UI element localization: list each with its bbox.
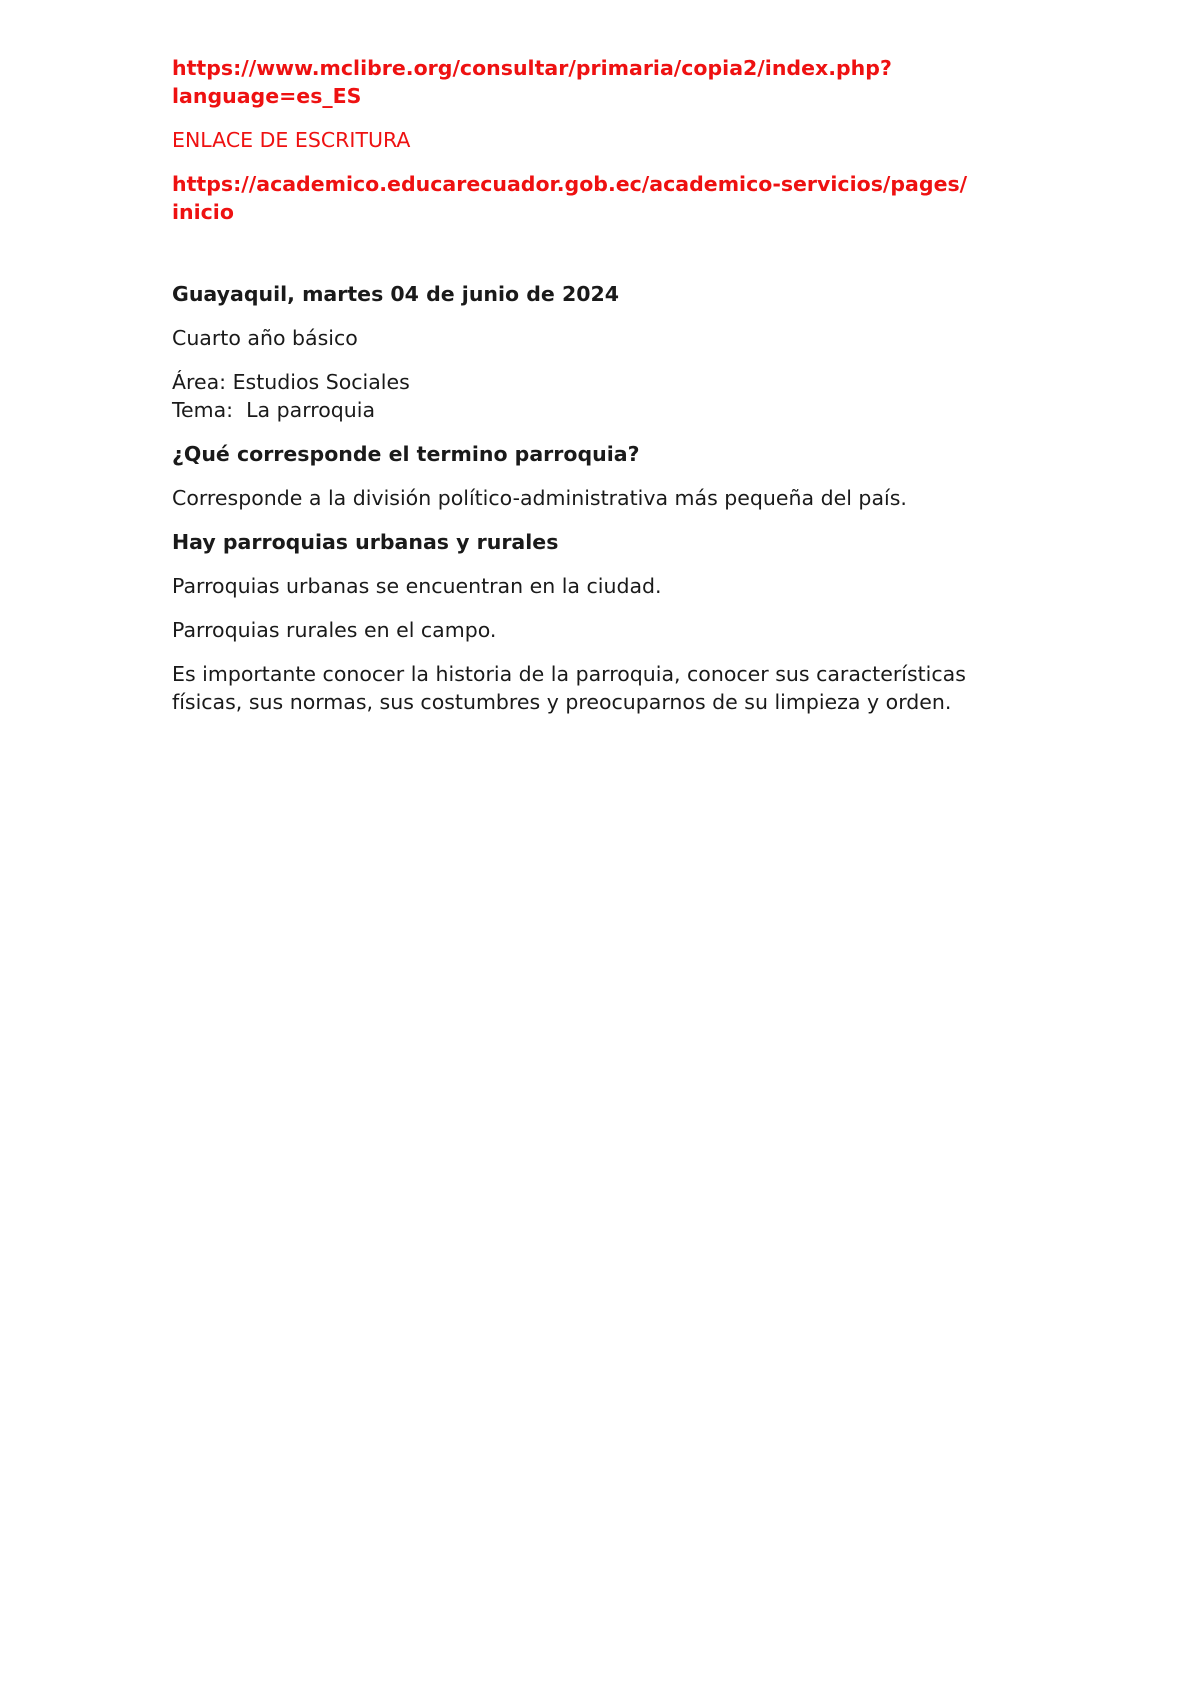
enlace-escritura-label: ENLACE DE ESCRITURA [172, 128, 411, 152]
mclibre-link-line-1: https://www.mclibre.org/consultar/primaria/copia2/index.php? [172, 56, 892, 80]
rural-text: Parroquias rurales en el campo. [172, 618, 497, 642]
date-line: Guayaquil, martes 04 de junio de 2024 [172, 282, 620, 306]
educarecuador-link[interactable] [172, 170, 1052, 226]
tema-line: Tema: La parroquia [172, 398, 376, 422]
grade-line: Cuarto año básico [172, 326, 358, 350]
answer-text: Corresponde a la división político-administrativa más pequeña del país. [172, 486, 907, 510]
importance-line-2: físicas, sus normas, sus costumbres y preocuparnos de su limpieza y orden. [172, 690, 952, 714]
educarecuador-link-paragraph [172, 170, 1052, 226]
importance-line-1: Es importante conocer la historia de la parroquia, conocer sus características [172, 662, 966, 686]
educarecuador-link-line-2: inicio [172, 200, 234, 224]
area-line: Área: Estudios Sociales [172, 370, 410, 394]
educarecuador-link-line-1: https://academico.educarecuador.gob.ec/academico-servicios/pages/ [172, 172, 968, 196]
mclibre-link-paragraph [172, 54, 1052, 110]
importance-paragraph [172, 660, 1052, 716]
urban-text: Parroquias urbanas se encuentran en la ciudad. [172, 574, 662, 598]
area-tema-block [172, 368, 1052, 424]
mclibre-link[interactable] [172, 54, 1052, 110]
question-heading: ¿Qué corresponde el termino parroquia? [172, 442, 640, 466]
parroquias-subheading: Hay parroquias urbanas y rurales [172, 530, 559, 554]
mclibre-link-line-2: language=es_ES [172, 84, 362, 108]
document-page [172, 54, 1052, 732]
